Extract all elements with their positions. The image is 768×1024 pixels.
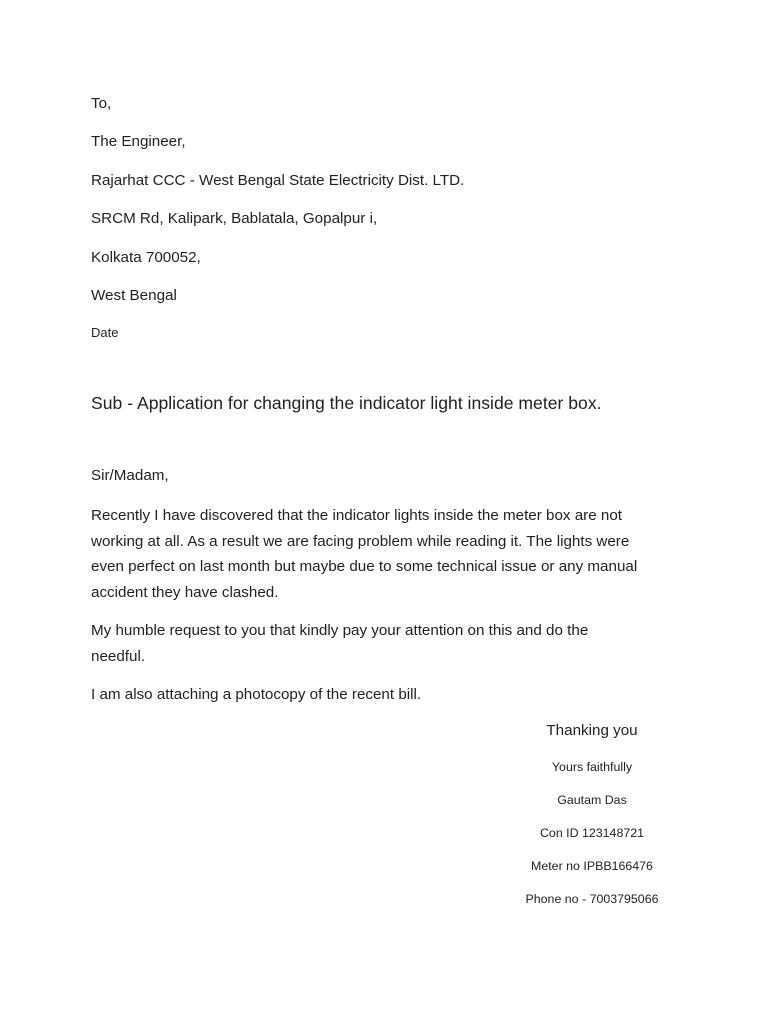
consumer-id: Con ID 123148721 (539, 826, 645, 840)
body-p1-line4: accident they have clashed. (91, 583, 279, 601)
body-p1-line3: even perfect on last month but maybe due to some technical issue or any manual (91, 558, 638, 575)
body-p2-line1: My humble request to you that kindly pay your attention on this and do the (91, 622, 589, 639)
body-p3-line1: I am also attaching a photocopy of the recent bill. (91, 686, 422, 703)
phone-number: Phone no - 7003795066 (525, 892, 659, 906)
to-line: To, (91, 95, 112, 112)
body-paragraph-1 (91, 503, 691, 605)
signatory-name: Gautam Das (557, 793, 627, 807)
salutation: Sir/Madam, (91, 467, 169, 484)
closing-yours: Yours faithfully (551, 760, 633, 774)
closing-thanks: Thanking you (546, 722, 638, 739)
meter-number: Meter no IPBB166476 (531, 859, 653, 873)
subject-line: Sub - Application for changing the indicator light inside meter box. (91, 393, 602, 413)
body-p1-line2: working at all. As a result we are facing problem while reading it. The lights were (91, 532, 630, 550)
recipient-address-line2: Kolkata 700052, (91, 249, 201, 266)
recipient-title: The Engineer, (91, 133, 186, 150)
body-p1-line1: Recently I have discovered that the indicator lights inside the meter box are not (91, 507, 623, 524)
recipient-state: West Bengal (91, 287, 177, 304)
date-label: Date (91, 325, 119, 340)
body-paragraph-3 (91, 682, 691, 708)
body-paragraph-2 (91, 618, 691, 669)
body-p2-line2: needful. (91, 647, 146, 665)
recipient-address-line1: SRCM Rd, Kalipark, Bablatala, Gopalpur i, (91, 210, 378, 227)
recipient-office: Rajarhat CCC - West Bengal State Electricity Dist. LTD. (91, 172, 465, 189)
